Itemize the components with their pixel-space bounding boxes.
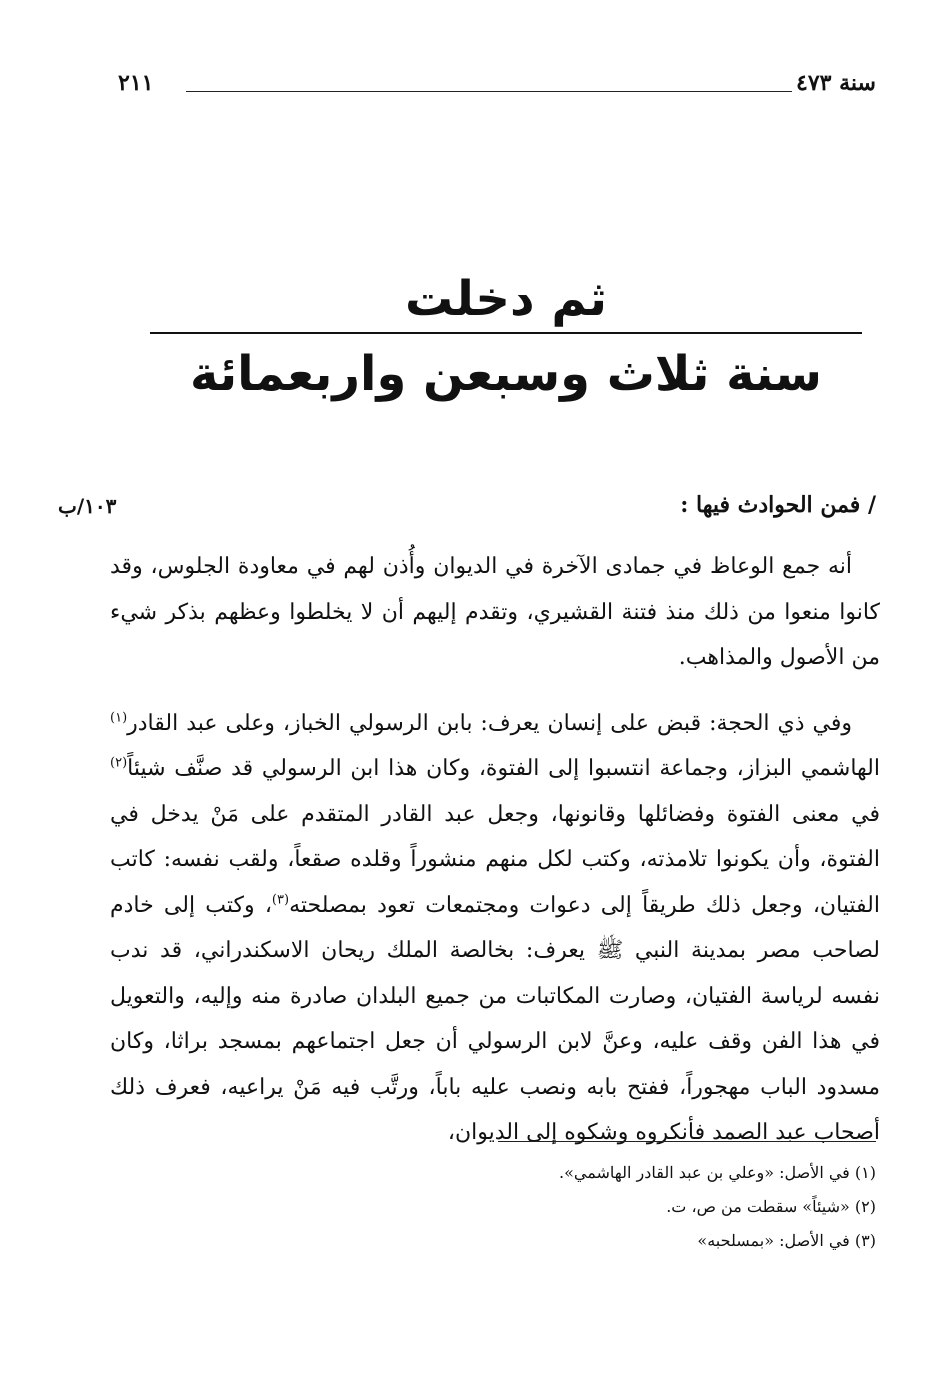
paragraph-2-part-b: الهاشمي البزاز، وجماعة انتسبوا إلى الفتوة، وكان هذا ابن الرسولي قد صنَّف شيئاً [127, 756, 880, 781]
footnote-1: (١) في الأصل: «وعلي بن عبد القادر الهاشمي». [558, 1163, 876, 1182]
body-text [110, 544, 880, 1156]
footnotes [176, 1156, 876, 1258]
paragraph-2-part-c: في معنى الفتوة وفضائلها وقانونها، وجعل عبد القادر المتقدم على مَنْ يدخل في الفتوة، وأن يكونوا تلامذته، وكتب لكل منهم منشوراً وقلده صقعاً، ولقب نفسه: كاتب الفتيان، وجعل ذلك طريقاً إلى دعوات ومجتمعات تعود بمصلحته [110, 801, 880, 918]
running-header-year: سنة ٤٧٣ [796, 70, 876, 96]
footnote-3: (٣) في الأصل: «بمسلحبه» [697, 1231, 876, 1250]
chapter-title-line2: سنة ثلاث وسبعن واربعمائة [189, 346, 823, 402]
paragraph-2-part-d: ، وكتب إلى خادم لصاحب مصر بمدينة النبي ﷺ يعرف: بخالصة الملك ريحان الاسكندراني، قد ندب نفسه لرياسة الفتيان، وصارت المكاتبات من جميع البلدان صادرة منه وإليه، والتعويل في هذا الفن وقف عليه، وعنَّ لابن الرسولي أن جعل اجتماعهم بمسجد براثا، وكان مسدود الباب مهجوراً، ففتح بابه ونصب عليه باباً، ورتَّب فيه مَنْ يراعيه، فعرف ذلك أصحاب عبد الصمد فأنكروه وشكوه إلى الديوان، [110, 892, 880, 1145]
chapter-title-rule [150, 332, 862, 334]
running-header [118, 70, 876, 106]
manuscript-folio-ref: ١٠٣/ب [58, 494, 117, 518]
footnote-marker-3[interactable]: (٣) [271, 892, 290, 908]
section-heading: / فمن الحوادث فيها : [680, 492, 876, 518]
chapter-title-line1: ثم دخلت [404, 271, 607, 327]
running-header-rule [186, 91, 792, 92]
chapter-title [150, 268, 862, 404]
paragraph-2 [110, 701, 880, 1156]
paragraph-1: أنه جمع الوعاظ في جمادى الآخرة في الديوان وأُذن لهم في معاودة الجلوس، وقد كانوا منعوا من ذلك منذ فتنة القشيري، وتقدم إليهم أن لا يخلطوا وعظهم بذكر شيء من الأصول والمذاهب. [110, 554, 880, 670]
paragraph-2-part-a: وفي ذي الحجة: قبض على إنسان يعرف: بابن الرسولي الخباز، وعلى عبد القادر [127, 710, 852, 736]
footnote-marker-1[interactable]: (١) [110, 710, 128, 726]
footnote-2: (٢) «شيئاً» سقطت من ص، ت. [666, 1197, 876, 1216]
footnote-marker-2[interactable]: (٢) [110, 755, 128, 771]
footnote-separator [498, 1141, 876, 1142]
page-number: ٢١١ [118, 70, 154, 96]
